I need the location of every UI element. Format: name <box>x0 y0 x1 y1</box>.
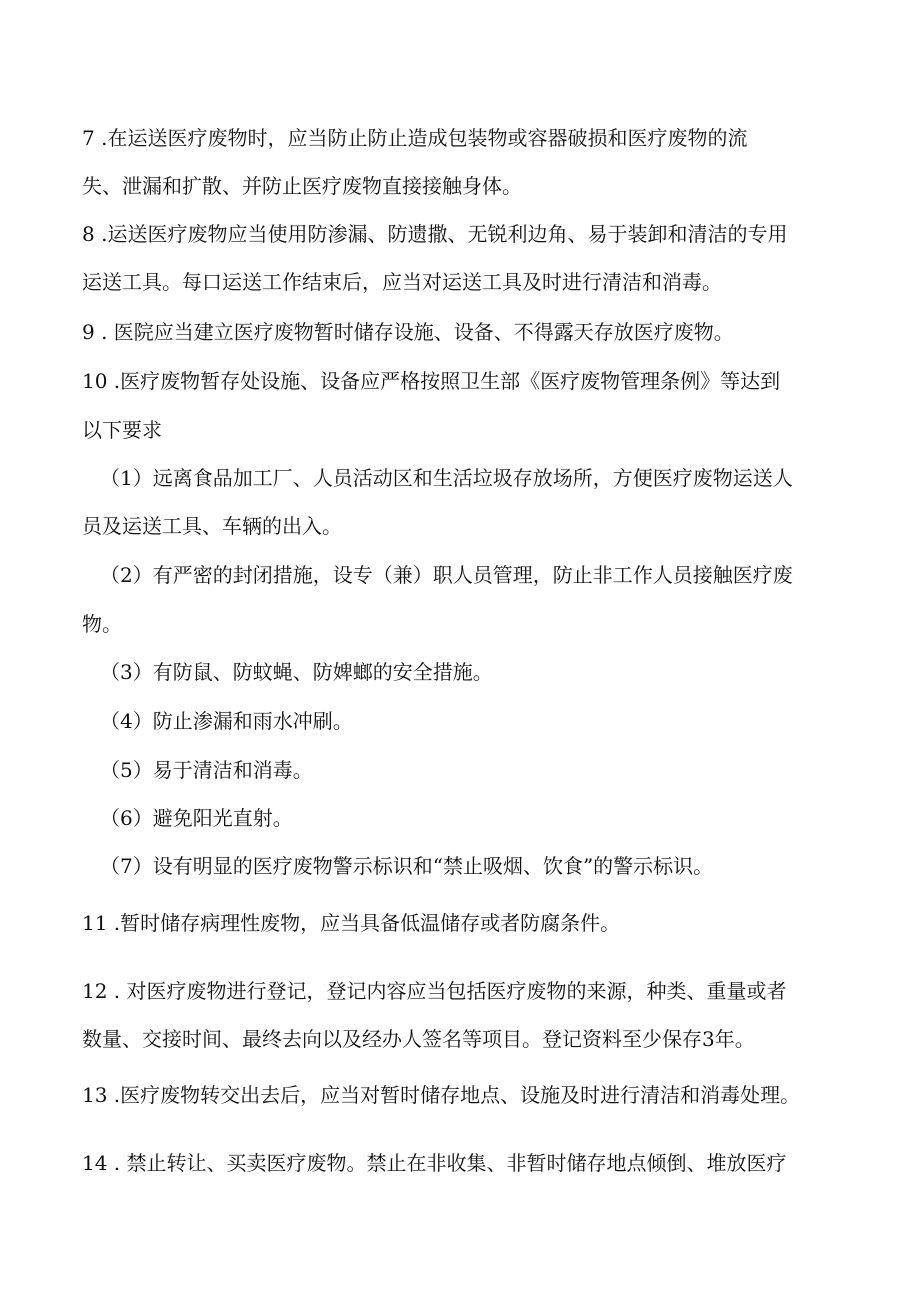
item-12-line-1: 12 . 对医疗废物进行登记，登记内容应当包括医疗废物的来源，种类、重量或者 <box>82 979 787 1003</box>
item-14-line-1: 14 . 禁止转让、买卖医疗废物。禁止在非收集、非暂时储存地点倾倒、堆放医疗 <box>82 1151 787 1175</box>
req-5: （5）易于清洁和消毒。 <box>100 758 313 782</box>
req-3: （3）有防鼠、防蚊蝇、防婢螂的安全措施。 <box>100 660 493 684</box>
req-7: （7）设有明显的医疗废物警示标识和“禁止吸烟、饮食”的警示标识。 <box>100 854 714 878</box>
item-9: 9 . 医院应当建立医疗废物暂时储存设施、设备、不得露天存放医疗废物。 <box>82 320 734 344</box>
req-4: （4）防止渗漏和雨水冲刷。 <box>100 709 353 733</box>
req-2-line-1: （2）有严密的封闭措施，设专（兼）职人员管理，防止非工作人员接触医疗废 <box>100 563 793 587</box>
item-12-line-2: 数量、交接时间、最终去向以及经办人签名等项目。登记资料至少保存3年。 <box>82 1027 755 1051</box>
item-7-line-2: 失、泄漏和扩散、并防止医疗废物直接接触身体。 <box>82 174 522 198</box>
req-2-line-2: 物。 <box>82 612 122 636</box>
req-1-line-2: 员及运送工具、车辆的出入。 <box>82 514 342 538</box>
item-7-line-1: 7 .在运送医疗废物时，应当防止防止造成包装物或容器破损和医疗废物的流 <box>82 126 748 150</box>
item-10-line-2: 以下要求 <box>82 418 162 442</box>
item-8-line-1: 8 .运送医疗废物应当使用防渗漏、防遗撒、无锐利边角、易于装卸和清洁的专用 <box>82 222 788 246</box>
req-1-line-1: （1）远离食品加工厂、人员活动区和生活垃圾存放场所，方便医疗废物运送人 <box>100 466 793 490</box>
item-13: 13 .医疗废物转交出去后，应当对暂时储存地点、设施及时进行清洁和消毒处理。 <box>82 1083 801 1107</box>
item-8-line-2: 运送工具。每口运送工作结束后，应当对运送工具及时进行清洁和消毒。 <box>82 270 722 294</box>
item-10-line-1: 10 .医疗废物暂存处设施、设备应严格按照卫生部《医疗废物管理条例》等达到 <box>82 369 781 393</box>
item-11: 11 .暂时储存病理性废物，应当具备低温储存或者防腐条件。 <box>82 911 621 935</box>
req-6: （6）避免阳光直射。 <box>100 806 293 830</box>
